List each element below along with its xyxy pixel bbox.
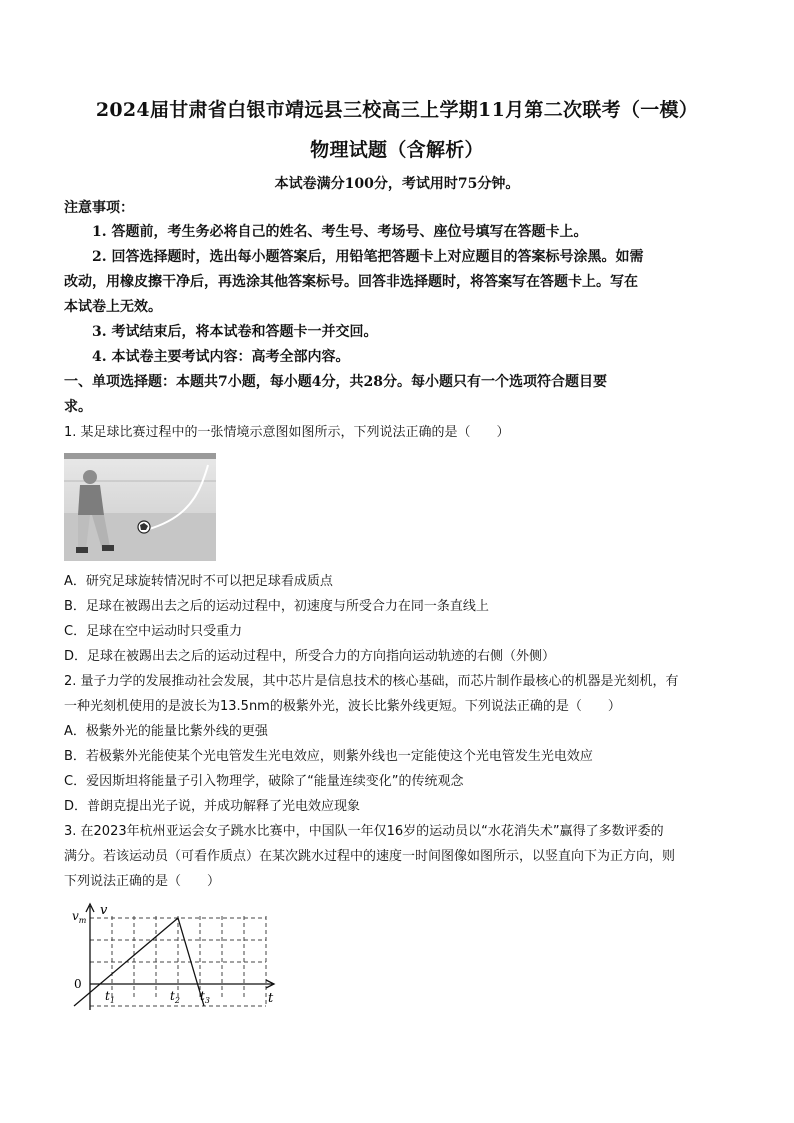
t-axis-label: t	[268, 991, 274, 1006]
q2-option-b: B．若极紫外光能使某个光电管发生光电效应，则紫外线也一定能使这个光电管发生光电效应	[64, 749, 593, 764]
football-scene-drawing	[64, 453, 216, 561]
q2-option-a: A．极紫外光的能量比紫外线的更强	[64, 724, 268, 739]
notice-heading: 注意事项：	[64, 200, 134, 216]
t2-label: $t_2$	[170, 989, 180, 1005]
q3-stem-line3: 下列说法正确的是（ ）	[64, 874, 221, 889]
football-scene-image	[64, 453, 216, 561]
notice-item-4: 4. 本试卷主要考试内容：高考全部内容。	[92, 349, 350, 365]
exam-title-line1: 2024届甘肃省白银市靖远县三校高三上学期11月第二次联考（一模）	[95, 99, 699, 121]
graph-grid	[90, 916, 266, 1006]
q2-option-d: D．普朗克提出光子说，并成功解释了光电效应现象	[64, 799, 361, 814]
v-axis-label: v	[100, 903, 108, 918]
notice-item-2-end: 本试卷上无效。	[64, 299, 162, 315]
q1-stem: 1. 某足球比赛过程中的一张情境示意图如图所示，下列说法正确的是（ ）	[64, 425, 510, 440]
q1-option-c: C．足球在空中运动时只受重力	[64, 624, 243, 639]
notice-item-2: 2. 回答选择题时，选出每小题答案后，用铅笔把答题卡上对应题目的答案标号涂黑。如需	[92, 249, 644, 265]
notice-item-3: 3. 考试结束后，将本试卷和答题卡一并交回。	[92, 324, 378, 340]
q2-stem-line2: 一种光刻机使用的是波长为13.5nm的极紫外光，波长比紫外线更短。下列说法正确的是（ ）	[64, 699, 621, 714]
t3-label: $t_3$	[200, 989, 210, 1005]
q1-option-d: D．足球在被踢出去之后的运动过程中，所受合力的方向指向运动轨迹的右侧（外侧）	[64, 649, 556, 664]
q3-stem-line1: 3. 在2023年杭州亚运会女子跳水比赛中，中国队一年仅16岁的运动员以“水花消失术”赢得了多数评委的	[64, 824, 664, 839]
section1-heading-cont: 求。	[64, 399, 92, 415]
q3-stem-line2: 满分。若该运动员（可看作质点）在某次跳水过程中的速度一时间图像如图所示，以竖直向下为正方向，则	[64, 849, 676, 864]
velocity-time-graph	[64, 902, 284, 1012]
q2-option-c: C．爱因斯坦将能量子引入物理学，破除了“能量连续变化”的传统观念	[64, 774, 464, 789]
q1-option-a: A．研究足球旋转情况时不可以把足球看成质点	[64, 574, 333, 589]
q2-stem-line1: 2. 量子力学的发展推动社会发展，其中芯片是信息技术的核心基础，而芯片制作最核心的机器是光刻机，有	[64, 674, 679, 689]
notice-item-2-cont: 改动，用橡皮擦干净后，再选涂其他答案标号。回答非选择题时，将答案写在答题卡上。写在	[64, 274, 638, 290]
t1-label: $t_1$	[105, 989, 115, 1005]
section1-heading: 一、单项选择题：本题共7小题，每小题4分，共28分。每小题只有一个选项符合题目要	[64, 374, 607, 390]
exam-subtitle: 本试卷满分100分，考试用时75分钟。	[274, 176, 520, 192]
notice-item-1: 1. 答题前，考生务必将自己的姓名、考生号、考场号、座位号填写在答题卡上。	[92, 224, 588, 240]
vm-label: $v_m$	[72, 909, 87, 925]
exam-title-line2: 物理试题（含解析）	[310, 139, 484, 161]
origin-label: 0	[74, 977, 82, 991]
q1-option-b: B．足球在被踢出去之后的运动过程中，初速度与所受合力在同一条直线上	[64, 599, 489, 614]
